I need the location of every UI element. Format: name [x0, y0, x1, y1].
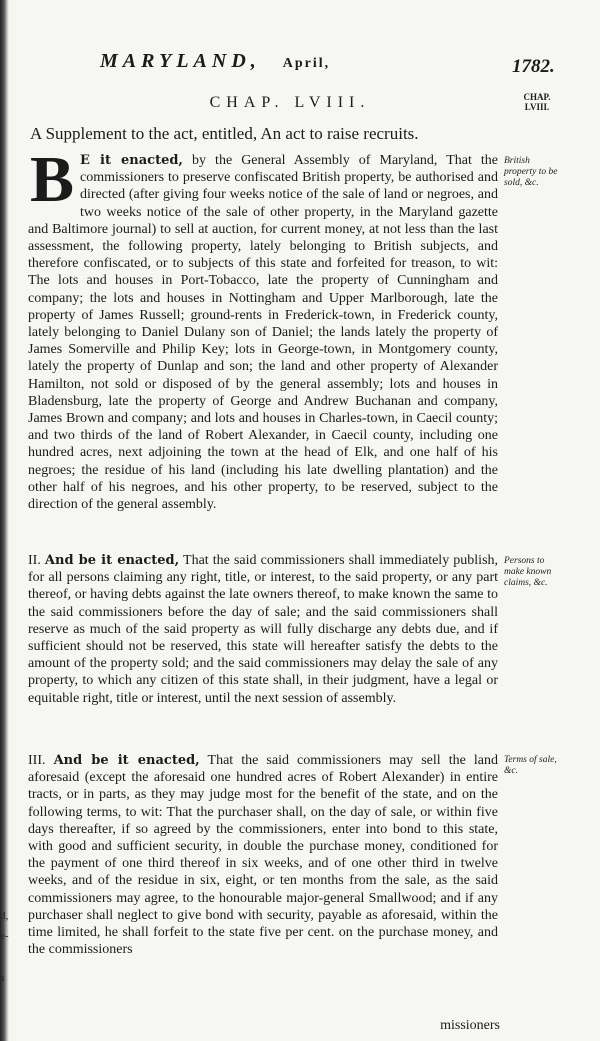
- section-number: II.: [28, 553, 41, 568]
- running-month: April,: [282, 56, 331, 71]
- left-margin-fragment: d,: [0, 910, 9, 922]
- enacting-clause: E it enacted,: [80, 153, 183, 168]
- section-text: That the said commissioners shall immediately publish, for all persons claiming any right, title, or interest, to the said property, or any part thereof, or having debts against the late owners thereof, to make known the same to the said commissioners before the day of sale; and the said commissioners shall reserve as much of the said property as will fully discharge any debts due, and if sufficient should not be reserved, this state will hereafter satisfy the debts to the amount of the property sold; and the said commissioners may delay the sale of any property, to which any citizen of this state shall, in their judgment, have a legal or equitable right, title or interest, until the next session of assembly.: [28, 553, 499, 706]
- side-note: Terms of sale, &c.: [504, 755, 557, 776]
- section-number: III.: [28, 753, 46, 768]
- section-3: [28, 752, 498, 958]
- drop-cap: B: [30, 143, 75, 216]
- running-head: [100, 50, 500, 73]
- section-text: That the said commissioners may sell the land aforesaid (except the aforesaid one hundred acres of Robert Alexander) in entire tracts, or in parts, as they may judge most for the benefit of the state, and on the following terms, to wit: That the purchaser shall, on the day of sale, or within five days thereafter, if so agreed by the commissioners, enter into bond to this state, with good and sufficient security, in double the purchase money, conditioned for the payment of one third thereof in six weeks, and of one other third in twelve weeks, and of the residue in six, eight, or ten months from the sale, as the said commissioners may agree, to the honourable major-general Smallwood; and if any purchaser shall neglect to give bond with security, payable as aforesaid, within the time limited, he shall forfeit to the state five per cent. on the purchase money, and the commissioners: [28, 753, 499, 958]
- section-text: by the General Assembly of Maryland, That the commissioners to preserve confiscated British property, be authorised and directed (after giving four weeks notice of the sale of land or negroes, and two weeks notice of the sale of other property, in the Maryland gazette and Baltimore journal) to sell at auction, for current money, at not less than the last assessment, the following property, lately belonging to British subjects, and therefore confiscated, or to subjects of this state and forfeited for treason, to wit: The lots and houses in Port-Tobacco, late the property of Cunningham and company; the lots and houses in Nottingham and Upper Marlborough, late the property of James Russell; ground-rents in Frederick-town, in Frederick county, lately belonging to Daniel Dulany son of Daniel; the lands lately the property of James Somerville and Philip Key; lots in George-town, in Montgomery county, lately the property of Dunlap and son; the land and other property of Alexander Hamilton, not sold or disposed of by the general assembly; lots and houses in Bladensburg, late the property of George and Andrew Buchanan and company, James Brown and company; and lots and houses in Charles-town, in Caecil county; and two thirds of the land of Robert Alexander, in Caecil county, including one hundred acres, next adjoining the town at the head of Elk, and one half of his negroes; the residue of his land (including his late dwelling plantation) and the other half of his negroes, and his other property, to be reserved, subject to the direction of the general assembly.: [28, 153, 499, 513]
- catchword: missioners: [440, 1018, 500, 1033]
- enacting-clause: And be it enacted,: [44, 553, 180, 568]
- side-note: British property to be sold, &c.: [504, 156, 558, 188]
- section-2: [28, 552, 498, 707]
- act-title: A Supplement to the act, entitled, An act to raise recruits.: [30, 124, 419, 143]
- section-1: [28, 143, 499, 513]
- margin-chap-word: CHAP.: [523, 92, 551, 102]
- margin-chapter-label: [510, 92, 564, 112]
- enacting-clause: And be it enacted,: [53, 753, 200, 768]
- chapter-heading: CHAP. LVIII.: [209, 94, 371, 111]
- running-title: MARYLAND,: [100, 50, 261, 72]
- margin-chap-number: LVIII.: [524, 102, 550, 112]
- side-note: Persons to make known claims, &c.: [504, 556, 552, 588]
- page-gutter-shadow: [0, 0, 9, 1041]
- left-margin-fragment: e-: [0, 930, 9, 942]
- left-margin-fragment: s: [0, 972, 5, 984]
- page-year: 1782.: [512, 56, 555, 77]
